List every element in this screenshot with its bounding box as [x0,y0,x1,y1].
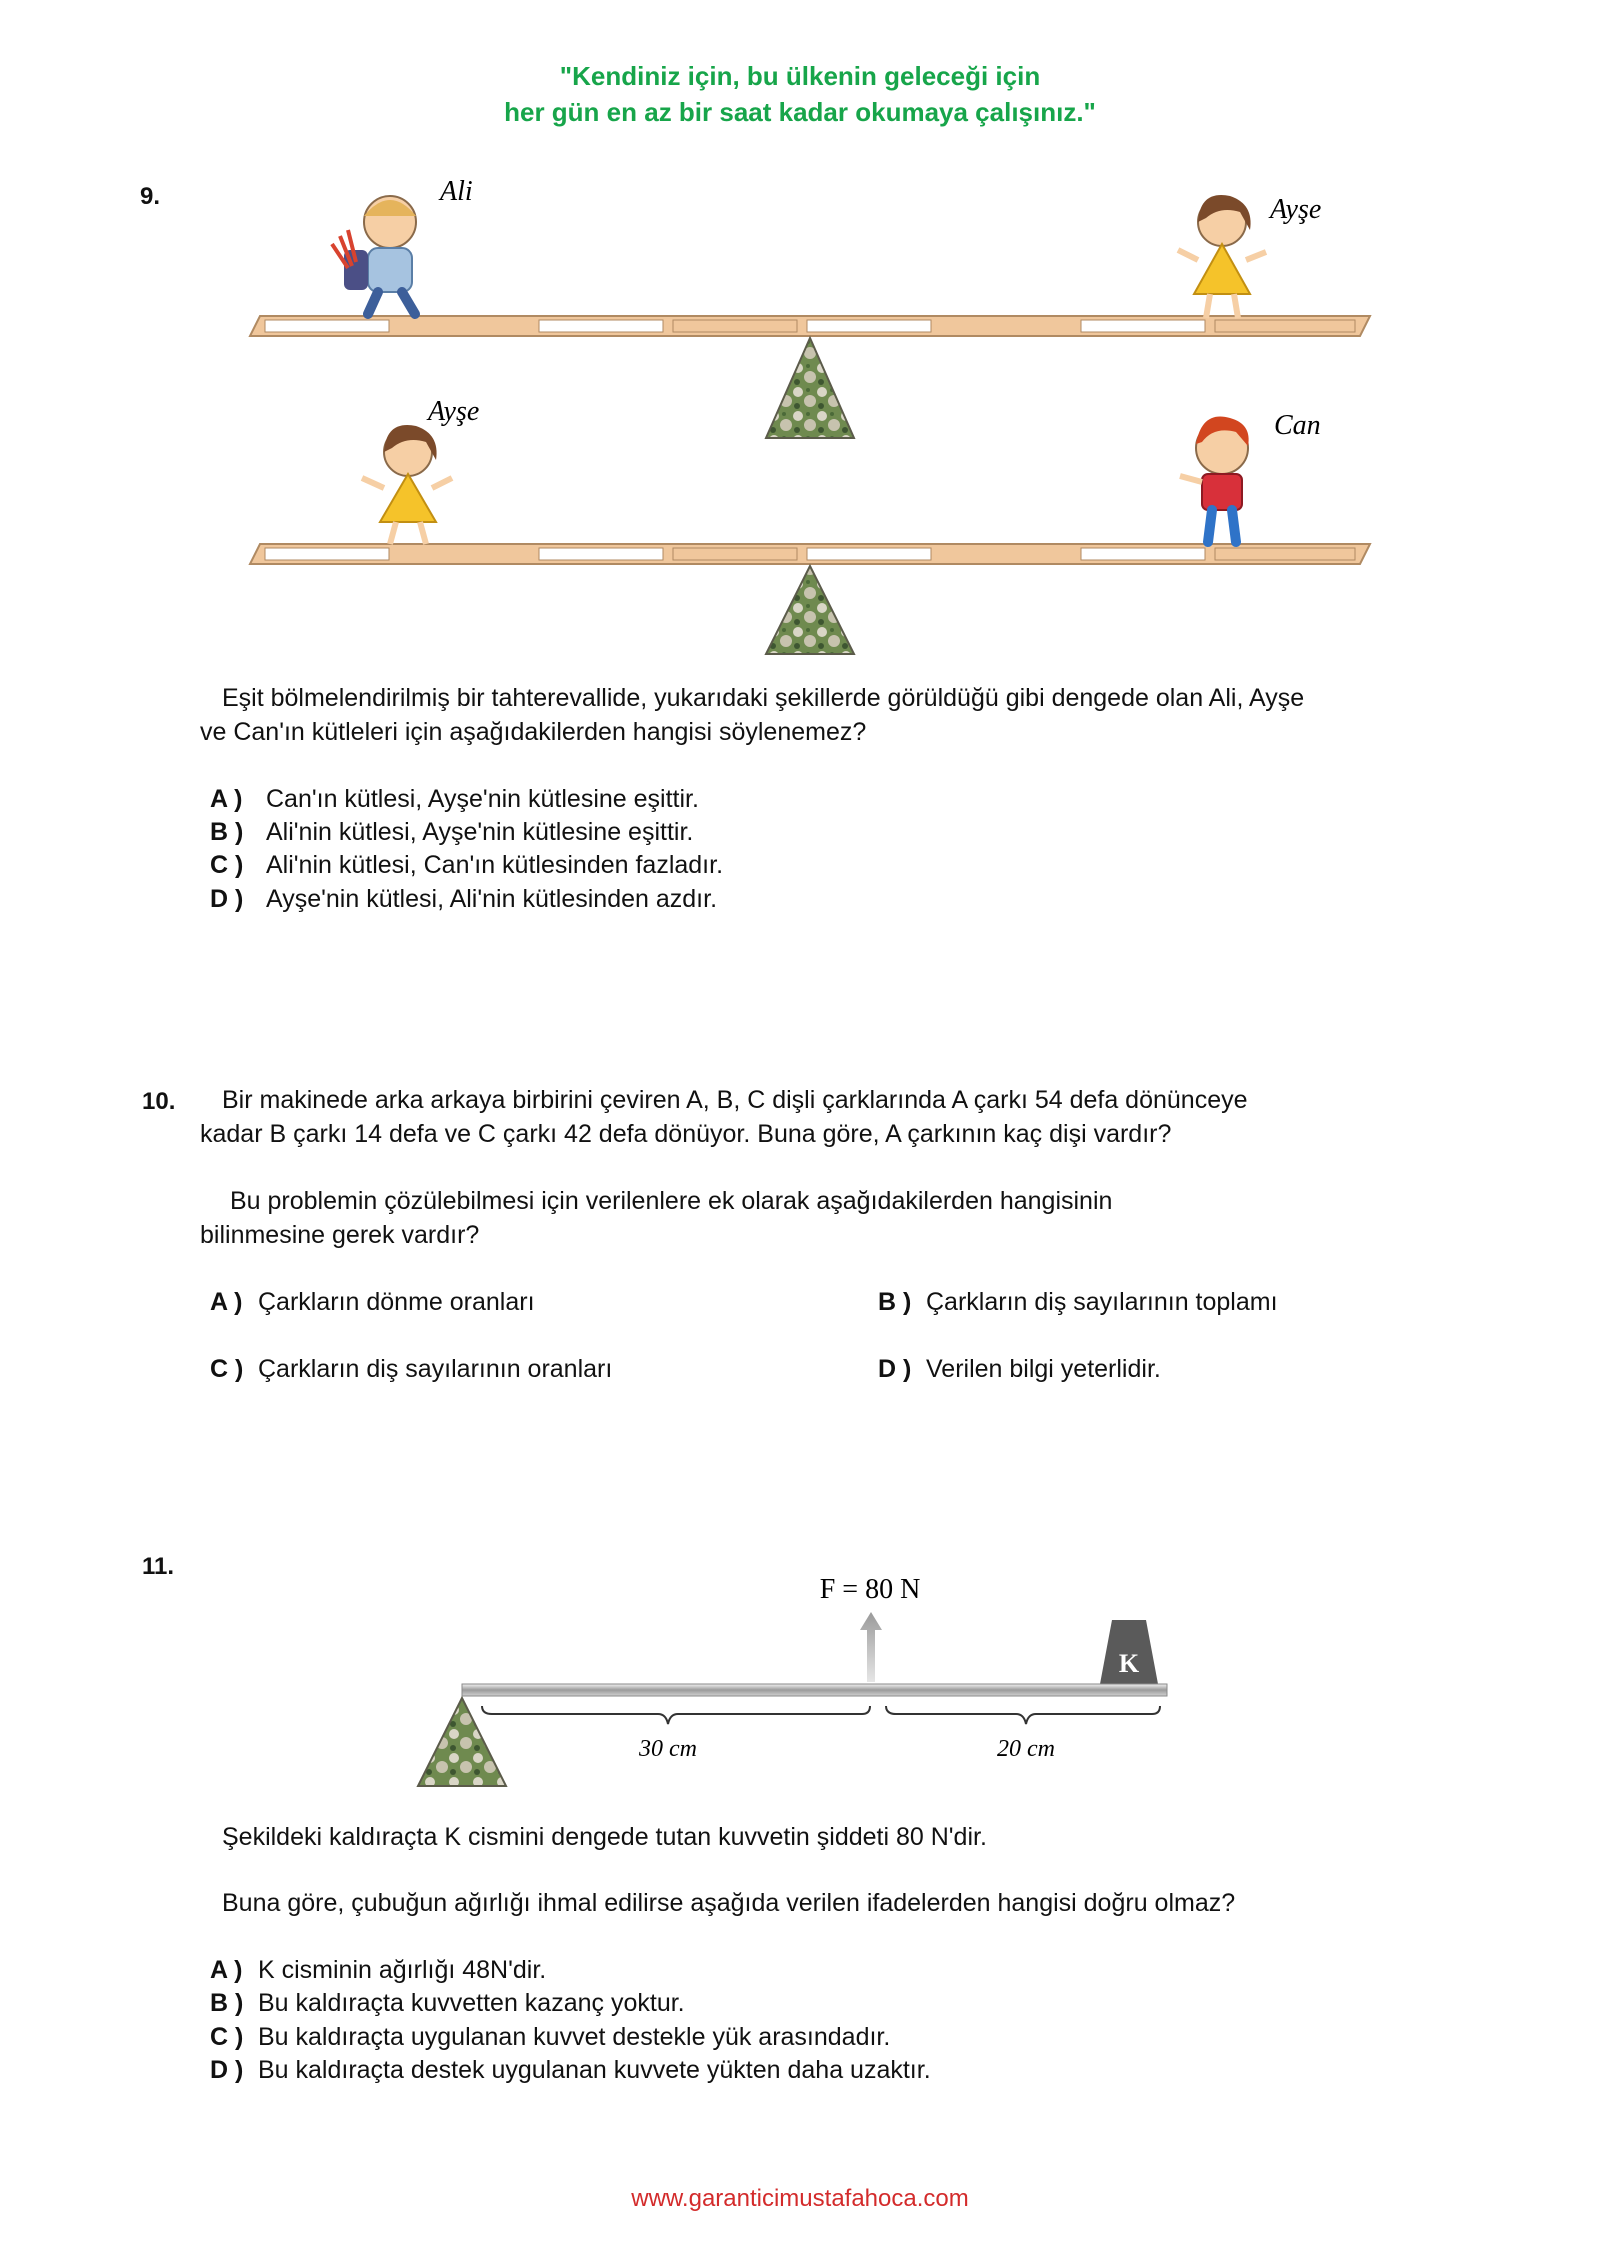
q10-option-a[interactable]: A ) Çarkların dönme oranları [210,1288,535,1316]
force-label: F = 80 N [819,1574,921,1605]
mass-k-label: K [1118,1649,1140,1678]
mass-k [1100,1620,1158,1684]
seesaw-bottom-plank [250,544,1370,564]
brace-20cm [886,1706,1160,1724]
q11-text-line1: Şekildeki kaldıraçta K cismini dengede tutan kuvvetin şiddeti 80 N'dir. [222,1823,987,1851]
q11-text-line2: Buna göre, çubuğun ağırlığı ihmal edilirse aşağıda verilen ifadelerden hangisi doğru olmaz? [222,1889,1236,1917]
q11-option-d[interactable]: D ) Bu kaldıraçta destek uygulanan kuvvete yükten daha uzaktır. [210,2056,931,2084]
q10-text-line2: kadar B çarkı 14 defa ve C çarkı 42 defa dönüyor. Buna göre, A çarkının kaç dişi vardır? [200,1120,1172,1148]
q11-option-a[interactable]: A ) K cisminin ağırlığı 48N'dir. [210,1956,547,1984]
lever-fulcrum [418,1698,506,1786]
header-quote-line2: her gün en az bir saat kadar okumaya çalışınız." [504,97,1096,127]
q10-text-line4: bilinmesine gerek vardır? [200,1221,480,1249]
q9-option-c[interactable]: C ) Ali'nin kütlesi, Can'ın kütlesinden fazladır. [210,851,724,879]
label-ayse-top: Ayşe [1270,194,1322,225]
can-figure-bottom [1180,416,1249,542]
q9-text-line1: Eşit bölmelendirilmiş bir tahterevallide, yukarıdaki şekillerde görüldüğü gibi dengede olan Ali, Ayşe [222,684,1305,712]
label-can: Can [1274,410,1321,441]
q10-option-d[interactable]: D ) Verilen bilgi yeterlidir. [878,1355,1161,1383]
fulcrum-bottom [766,566,854,654]
lever-rod [462,1684,1167,1696]
q9-text-line2: ve Can'ın kütleleri için aşağıdakilerden hangisi söylenemez? [200,718,867,746]
seesaw-top [250,176,1370,438]
footer-url-link[interactable]: www.garanticimustafahoca.com [631,2185,969,2212]
q9-seesaw-figure [240,170,1400,670]
q11-option-b[interactable]: B ) Bu kaldıraçta kuvvetten kazanç yoktur. [210,1989,685,2017]
brace-30cm [482,1706,870,1724]
q11-lever-figure [400,1560,1200,1800]
q9-option-d[interactable]: D ) Ayşe'nin kütlesi, Ali'nin kütlesinden azdır. [210,885,718,913]
q9-option-b[interactable]: B ) Ali'nin kütlesi, Ayşe'nin kütlesine eşittir. [210,818,694,846]
q9-option-a[interactable]: A ) Can'ın kütlesi, Ayşe'nin kütlesine eşittir. [210,785,699,813]
q10-option-b[interactable]: B ) Çarkların diş sayılarının toplamı [878,1288,1278,1316]
dist-30cm-label: 30 cm [639,1736,697,1762]
seesaw-top-plank [250,316,1370,336]
force-arrow [860,1612,882,1682]
q11-option-c[interactable]: C ) Bu kaldıraçta uygulanan kuvvet destekle yük arasındadır. [210,2023,891,2051]
q9-number: 9. [140,183,161,210]
ayse-figure-bottom [362,425,452,544]
q10-number: 10. [142,1088,176,1115]
q10-text-line3: Bu problemin çözülebilmesi için verilenlere ek olarak aşağıdakilerden hangisinin [230,1187,1113,1215]
header-quote-line1: "Kendiniz için, bu ülkenin geleceği için [559,61,1041,91]
ayse-figure-top [1178,195,1266,318]
q11-number: 11. [142,1553,175,1580]
dist-20cm-label: 20 cm [997,1736,1055,1762]
q10-text-line1: Bir makinede arka arkaya birbirini çeviren A, B, C dişli çarklarında A çarkı 54 defa dönünceye [222,1086,1248,1114]
q10-option-c[interactable]: C ) Çarkların diş sayılarının oranları [210,1355,613,1383]
label-ayse-bottom: Ayşe [428,396,480,427]
ali-figure-top [332,196,416,314]
fulcrum-top [766,338,854,438]
label-ali: Ali [440,176,473,207]
